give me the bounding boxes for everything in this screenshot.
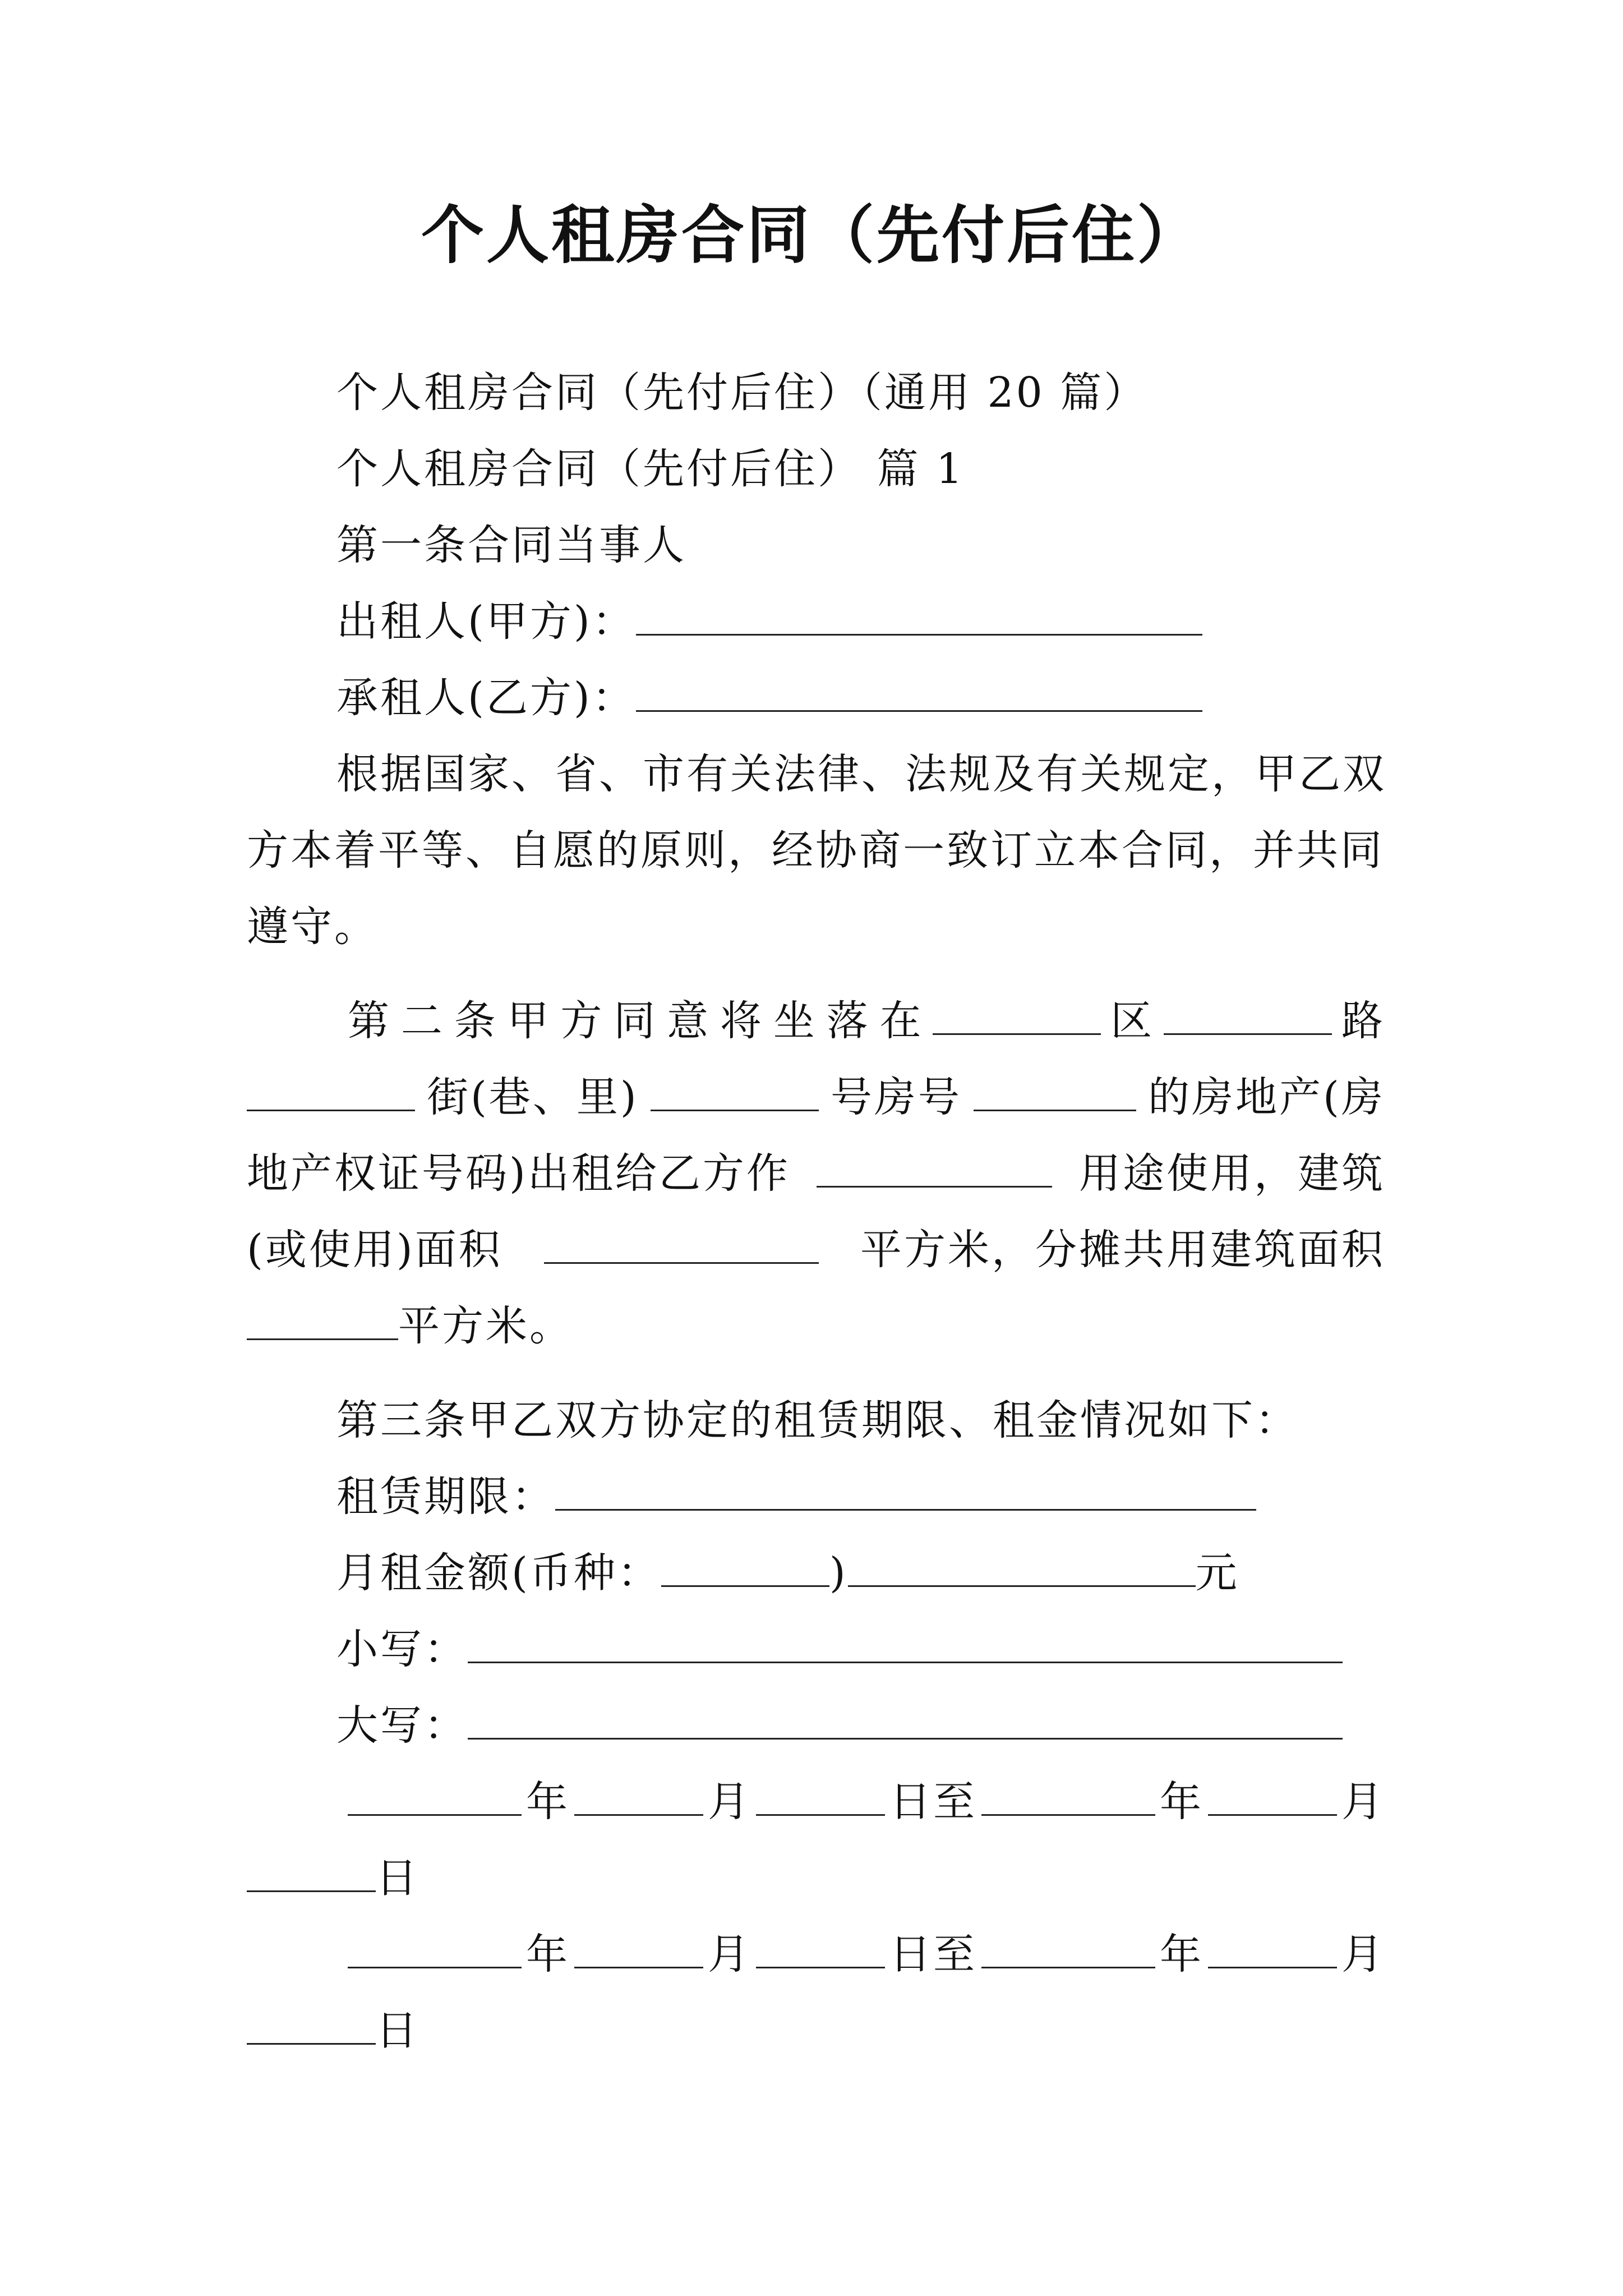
district-label: 区 [1110, 997, 1155, 1045]
term-line [336, 1469, 1256, 1525]
article-2-char: 坐 [773, 997, 817, 1045]
article-2-char: 意 [667, 997, 711, 1045]
rent-amount-blank[interactable] [848, 1546, 1196, 1587]
article-2-char: 落 [826, 997, 870, 1045]
article-2-char: 将 [720, 997, 764, 1045]
document-title: 个人租房合同（先付后住） [421, 199, 1202, 272]
end-year-blank[interactable] [981, 1927, 1155, 1968]
rent-unit: 元 [1195, 1549, 1239, 1597]
day-to-label: 日至 [889, 1778, 977, 1826]
date-range-1-line-2 [247, 1850, 419, 1906]
shared-area-blank[interactable] [247, 1299, 398, 1340]
document-subtitle: 个人租房合同（先付后住）（通用 20 篇） [336, 369, 1148, 417]
end-day-blank[interactable] [247, 2004, 376, 2045]
certificate-label: 地产权证号码)出租给乙方作 [247, 1149, 790, 1198]
article-2-line-3 [247, 1145, 1385, 1202]
lowercase-label: 小写： [336, 1625, 468, 1673]
uppercase-blank[interactable] [468, 1699, 1343, 1740]
lessee-label: 承租人(乙方)： [336, 674, 636, 722]
end-month-blank[interactable] [1208, 1927, 1337, 1968]
article-2-char: 方 [560, 997, 605, 1045]
article-2-char: 甲 [507, 997, 551, 1045]
day-to-label: 日至 [889, 1930, 977, 1978]
year-label: 年 [526, 1930, 570, 1978]
currency-blank[interactable] [661, 1546, 829, 1587]
property-label: 的房地产(房 [1148, 1073, 1385, 1121]
basis-paragraph-line-1: 根据国家、省、市有关法律、法规及有关规定，甲乙双 [336, 750, 1386, 798]
day-label: 日 [376, 2007, 419, 2055]
district-blank[interactable] [933, 994, 1101, 1035]
start-year-blank[interactable] [348, 1927, 522, 1968]
lessor-label: 出租人(甲方)： [336, 597, 636, 646]
date-range-1-line-1 [348, 1774, 1385, 1830]
number-blank[interactable] [651, 1070, 819, 1111]
term-blank[interactable] [555, 1470, 1256, 1511]
street-label: 街(巷、里) [427, 1073, 639, 1121]
shared-area-label: 平方米，分摊共用建筑面积 [860, 1226, 1385, 1274]
article-2-line-1 [348, 993, 1385, 1049]
purpose-label: 用途使用，建筑 [1079, 1149, 1385, 1198]
end-month-blank[interactable] [1208, 1775, 1337, 1816]
lessee-blank[interactable] [636, 671, 1202, 712]
uppercase-line [336, 1697, 1343, 1754]
rent-line [336, 1545, 1239, 1601]
year-label: 年 [1160, 1930, 1204, 1978]
road-label: 路 [1341, 997, 1385, 1045]
year-label: 年 [526, 1778, 570, 1826]
month-label: 月 [1341, 1778, 1385, 1826]
street-blank[interactable] [247, 1070, 415, 1111]
room-number-label: 号房号 [830, 1073, 962, 1121]
road-blank[interactable] [1164, 994, 1332, 1035]
lessor-line [336, 593, 1202, 650]
term-label: 租赁期限： [336, 1473, 555, 1521]
end-year-blank[interactable] [981, 1775, 1155, 1816]
room-number-blank[interactable] [974, 1070, 1136, 1111]
purpose-blank[interactable] [817, 1147, 1052, 1188]
lowercase-blank[interactable] [468, 1622, 1343, 1663]
section-heading: 个人租房合同（先付后住） 篇 1 [336, 445, 965, 493]
month-label: 月 [1341, 1930, 1385, 1978]
article-2-char: 同 [614, 997, 658, 1045]
start-day-blank[interactable] [756, 1775, 885, 1816]
month-label: 月 [708, 1778, 751, 1826]
area-label: (或使用)面积 [247, 1226, 502, 1274]
sqm-label: 平方米。 [398, 1302, 573, 1350]
article-2-line-2 [247, 1069, 1385, 1125]
end-day-blank[interactable] [247, 1851, 376, 1892]
article-2-line-5 [247, 1298, 573, 1354]
basis-paragraph-line-2: 方本着平等、自愿的原则，经协商一致订立本合同，并共同 [247, 826, 1384, 875]
article-2-char: 条 [454, 997, 498, 1045]
article-2-char: 在 [879, 997, 924, 1045]
start-year-blank[interactable] [348, 1775, 522, 1816]
article-1-heading: 第一条合同当事人 [336, 521, 686, 569]
date-range-2-line-2 [247, 2003, 419, 2059]
article-3-heading: 第三条甲乙双方协定的租赁期限、租金情况如下： [336, 1396, 1299, 1444]
article-2-line-4 [247, 1222, 1385, 1278]
article-2-char: 二 [400, 997, 445, 1045]
month-label: 月 [708, 1930, 751, 1978]
lowercase-line [336, 1621, 1343, 1677]
lessor-blank[interactable] [636, 595, 1202, 636]
rent-label: 月租金额(币种： [336, 1549, 661, 1597]
start-month-blank[interactable] [574, 1775, 703, 1816]
year-label: 年 [1160, 1778, 1204, 1826]
rent-paren: ) [829, 1549, 848, 1597]
area-blank[interactable] [544, 1223, 819, 1264]
date-range-2-line-1 [348, 1926, 1385, 1982]
start-month-blank[interactable] [574, 1927, 703, 1968]
uppercase-label: 大写： [336, 1701, 468, 1750]
day-label: 日 [376, 1854, 419, 1902]
start-day-blank[interactable] [756, 1927, 885, 1968]
lessee-line [336, 670, 1202, 726]
basis-paragraph-line-3: 遵守。 [247, 903, 378, 951]
article-2-char: 第 [348, 997, 391, 1045]
